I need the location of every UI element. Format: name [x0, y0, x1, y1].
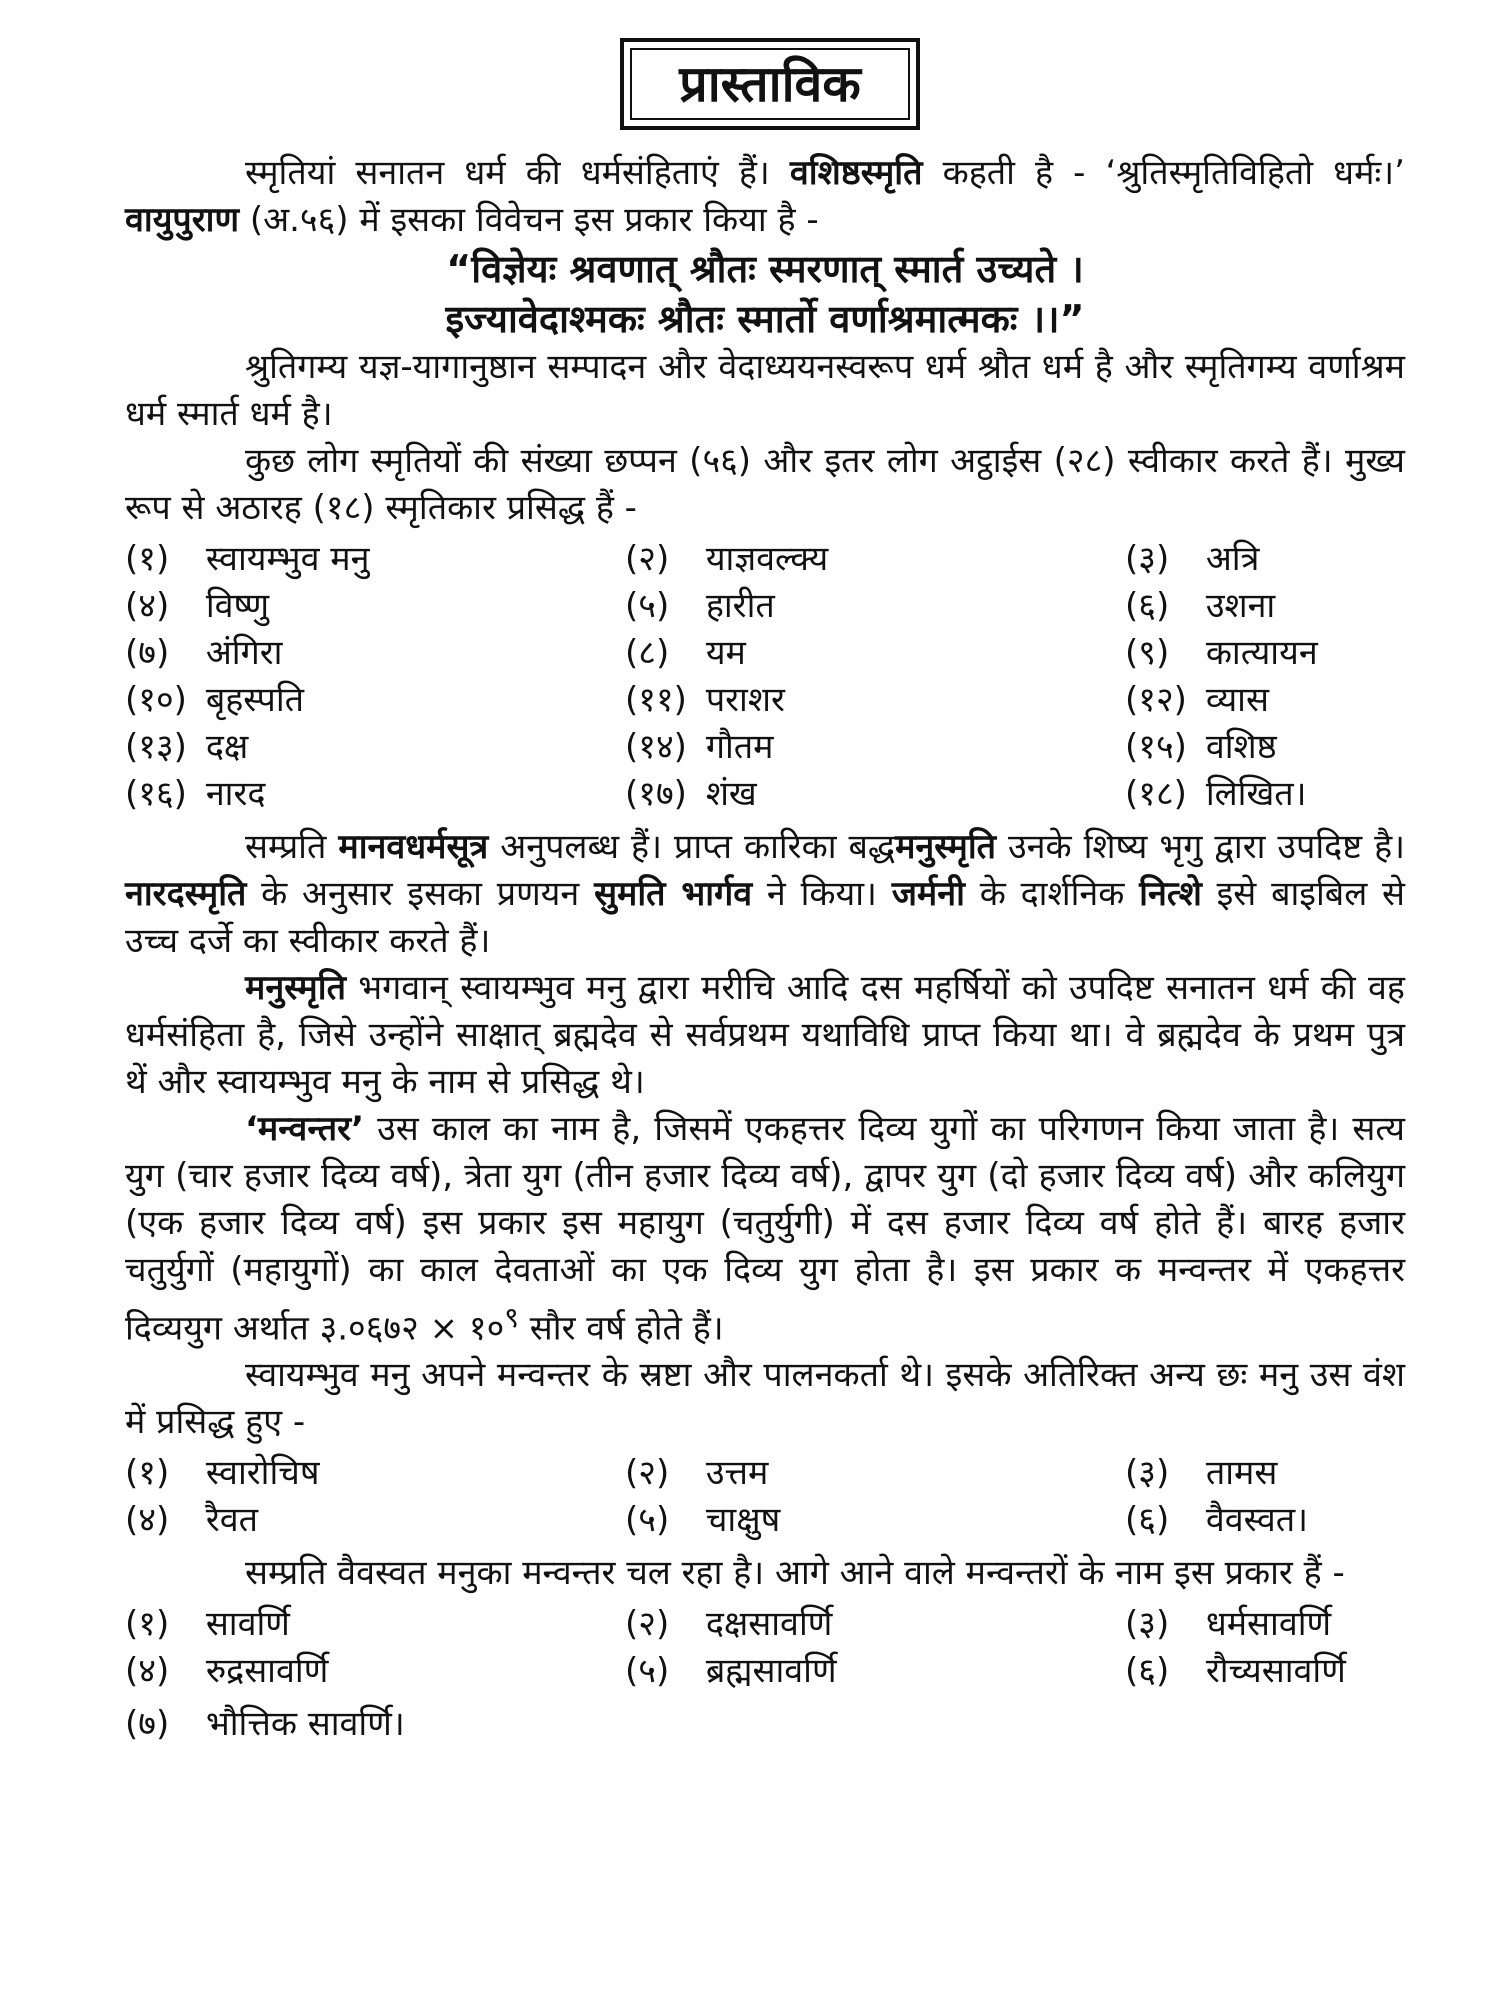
item-name: दक्ष: [205, 727, 249, 767]
item-name: लिखित।: [1205, 774, 1307, 814]
list-item: [125, 1450, 625, 1497]
text: स्मृतियां सनातन धर्म की धर्मसंहिताएं हैं।: [245, 153, 790, 193]
item-number: (७): [125, 633, 170, 673]
item-name: शंख: [705, 774, 757, 814]
item-number: (३): [1125, 1453, 1170, 1494]
item-number: (६): [1125, 1651, 1170, 1692]
item-name: ब्रह्मसावर्णि: [705, 1651, 837, 1692]
item-number: (१४): [625, 727, 687, 767]
list-item: [125, 724, 625, 771]
list-item: [1125, 536, 1405, 583]
item-number: (३): [1125, 1604, 1170, 1645]
paragraph-6: [125, 1106, 1405, 1352]
item-number: (७): [125, 1704, 170, 1745]
text: उस काल का नाम है, जिसमें एकहत्तर दिव्य युगों का परिगणन किया जाता है। सत्य युग (चार हजार दिव्य वर्ष), त्रेता युग (तीन हजार दिव्य वर्ष), द्वापर युग (दो हजार दिव्य वर्ष) और कलियुग (एक हजार दिव्य वर्ष) इस प्रकार इस महायुग (चतुर्युगी) में दस हजार दिव्य वर्ष होते हैं। बारह हजार चतुर्युगों (महायुगों) का काल देवताओं का एक दिव्य युग होता है। इस प्रकार क मन्वन्तर में एकहत्तर दिव्ययुग अर्थात ३.०६७२ × १०: [125, 1109, 1405, 1349]
bold-term: नारदस्मृति: [125, 874, 247, 914]
list-item: [625, 1601, 1125, 1648]
list-item: [1125, 1601, 1405, 1648]
list-item: [1125, 677, 1405, 724]
text: सौर वर्ष होते हैं।: [518, 1308, 724, 1349]
bold-term: मनुस्मृति: [895, 827, 997, 867]
text: ने किया।: [752, 874, 892, 914]
item-name: नारद: [205, 774, 266, 814]
item-number: (१५): [1125, 727, 1187, 767]
item-name: अत्रि: [1205, 539, 1260, 579]
paragraph-2: श्रुतिगम्य यज्ञ-यागानुष्ठान सम्पादन और वेदाध्ययनस्वरूप धर्म श्रौत धर्म है और स्मृतिगम्य वर्णाश्रम धर्म स्मार्त धर्म है।: [125, 347, 1405, 434]
text: के अनुसार इसका प्रणयन: [246, 874, 595, 914]
list-item: [625, 724, 1125, 771]
item-number: (१७): [625, 774, 687, 814]
paragraph-3: कुछ लोग स्मृतियों की संख्या छप्पन (५६) और इतर लोग अट्ठाईस (२८) स्वीकार करते हैं। मुख्य रूप से अठारह (१८) स्मृतिकार प्रसिद्ध हैं -: [125, 441, 1405, 528]
content: [125, 150, 1405, 1748]
text: अनुपलब्ध हैं। प्राप्त कारिका बद्ध: [488, 827, 896, 867]
item-name: उत्तम: [705, 1453, 769, 1494]
text: इसे बाइबिल से उच्च दर्जे का स्वीकार करते हैं।: [125, 874, 1406, 961]
list-item: [625, 1648, 1125, 1695]
item-name: पराशर: [705, 680, 785, 720]
item-name: रुद्रसावर्णि: [205, 1651, 329, 1692]
item-number: (५): [625, 1651, 670, 1692]
bold-term: वशिष्ठस्मृति: [789, 153, 923, 193]
item-number: (२): [625, 1604, 670, 1645]
list-item: [125, 771, 625, 818]
item-name: व्यास: [1205, 680, 1269, 720]
list-item: [1125, 771, 1405, 818]
item-name: स्वायम्भुव मनु: [205, 539, 370, 579]
list-item: [625, 771, 1125, 818]
list-item: [625, 583, 1125, 630]
item-name: स्वारोचिष: [205, 1453, 320, 1494]
list-item: [625, 630, 1125, 677]
smritikar-list: [125, 536, 1405, 818]
list-item: [1125, 1648, 1405, 1695]
item-name: वशिष्ठ: [1205, 727, 1277, 767]
manu-list: [125, 1450, 1405, 1544]
text: उनके शिष्य भृगु द्वारा उपदिष्ट है।: [996, 827, 1406, 867]
text: (अ.५६) में इसका विवेचन इस प्रकार किया है -: [239, 200, 819, 240]
item-name: यम: [705, 633, 746, 673]
item-number: (१): [125, 1453, 170, 1494]
item-number: (४): [125, 586, 170, 626]
item-name: रैवत: [205, 1500, 259, 1541]
item-name: चाक्षुष: [705, 1500, 781, 1541]
list-item: [125, 1497, 625, 1544]
item-name: कात्यायन: [1205, 633, 1318, 673]
list-item: [125, 536, 625, 583]
list-item: [125, 1601, 625, 1648]
bold-term: जर्मनी: [891, 874, 965, 914]
item-number: (१): [125, 539, 170, 579]
item-name: उशना: [1205, 586, 1276, 626]
item-name: बृहस्पति: [205, 680, 305, 720]
list-item: [1125, 583, 1405, 630]
item-number: (३): [1125, 539, 1170, 579]
list-item: [125, 630, 625, 677]
text: के दार्शनिक: [964, 874, 1140, 914]
list-item: [625, 677, 1125, 724]
bold-term: वायुपुराण: [125, 200, 240, 240]
bold-term: ‘मन्वन्तर’: [245, 1109, 364, 1149]
item-name: सावर्णि: [205, 1604, 290, 1645]
paragraph-5: [125, 965, 1405, 1106]
bold-term: मानवधर्मसूत्र: [338, 827, 489, 867]
exponent: ९: [504, 1301, 519, 1334]
bold-term: नित्शे: [1139, 874, 1202, 914]
item-name: वैवस्वत।: [1205, 1500, 1309, 1541]
verse-line-2: इज्यावेदाश्मकः श्रौतः स्मार्तो वर्णाश्रमात्मकः ।।”: [445, 297, 1085, 341]
list-item: [1125, 630, 1405, 677]
item-number: (२): [625, 539, 670, 579]
list-item: [1125, 1450, 1405, 1497]
item-number: (१८): [1125, 774, 1187, 814]
page-title: प्रास्ताविक: [679, 55, 861, 113]
list-item: [625, 1450, 1125, 1497]
list-item: [125, 1648, 625, 1695]
list-item: [625, 1497, 1125, 1544]
item-number: (५): [625, 586, 670, 626]
item-number: (२): [625, 1453, 670, 1494]
paragraph-8: सम्प्रति वैवस्वत मनुका मन्वन्तर चल रहा है। आगे आने वाले मन्वन्तरों के नाम इस प्रकार हैं -: [245, 1553, 1345, 1594]
text: कहती है - ‘श्रुतिस्मृतिविहितो धर्मः।’: [922, 153, 1405, 193]
item-number: (१६): [125, 774, 187, 814]
item-name: धर्मसावर्णि: [1205, 1604, 1332, 1645]
item-number: (४): [125, 1651, 170, 1692]
bold-term: सुमति भार्गव: [594, 874, 753, 914]
text: भगवान् स्वायम्भुव मनु द्वारा मरीचि आदि दस महर्षियों को उपदिष्ट सनातन धर्म की वह धर्मसंहिता है, जिसे उन्होंने साक्षात् ब्रह्मदेव से सर्वप्रथम यथाविधि प्राप्त किया था। वे ब्रह्मदेव के प्रथम पुत्र थें और स्वायम्भुव मनु के नाम से प्रसिद्ध थे।: [125, 968, 1405, 1102]
item-name: रौच्यसावर्णि: [1205, 1651, 1346, 1692]
item-name: विष्णु: [205, 586, 270, 626]
paragraph-4: [125, 824, 1405, 965]
paragraph-7: स्वायम्भुव मनु अपने मन्वन्तर के स्रष्टा और पालनकर्ता थे। इसके अतिरिक्त अन्य छः मनु उस वंश में प्रसिद्ध हुए -: [125, 1355, 1405, 1443]
item-name: भौत्तिक सावर्णि।: [205, 1704, 405, 1745]
item-name: याज्ञवल्क्य: [705, 539, 829, 579]
list-item: [125, 677, 625, 724]
item-number: (८): [625, 633, 670, 673]
paragraph-1: [125, 150, 1405, 244]
item-number: (१०): [125, 680, 187, 720]
item-number: (५): [625, 1500, 670, 1541]
item-name: दक्षसावर्णि: [705, 1604, 833, 1645]
item-name: तामस: [1205, 1453, 1278, 1494]
list-item: [625, 536, 1125, 583]
item-number: (९): [1125, 633, 1170, 673]
item-name: गौतम: [705, 727, 774, 767]
item-number: (४): [125, 1500, 170, 1541]
title-box: [620, 38, 920, 130]
item-number: (६): [1125, 586, 1170, 626]
item-name: हारीत: [705, 586, 775, 626]
list-item: [1125, 1497, 1405, 1544]
text: सम्प्रति: [245, 827, 339, 867]
item-number: (१): [125, 1604, 170, 1645]
item-name: अंगिरा: [205, 633, 283, 673]
item-number: (१३): [125, 727, 187, 767]
item-number: (६): [1125, 1500, 1170, 1541]
verse-line-1: “विज्ञेयः श्रवणात् श्रौतः स्मरणात् स्मार्त उच्यते ।: [446, 247, 1084, 291]
future-manvantara-list: [125, 1601, 1405, 1695]
item-number: (११): [625, 680, 687, 720]
bold-term: मनुस्मृति: [245, 968, 346, 1008]
list-item: [1125, 724, 1405, 771]
list-item: [125, 583, 625, 630]
list-item-last: [125, 1701, 1405, 1748]
item-number: (१२): [1125, 680, 1187, 720]
